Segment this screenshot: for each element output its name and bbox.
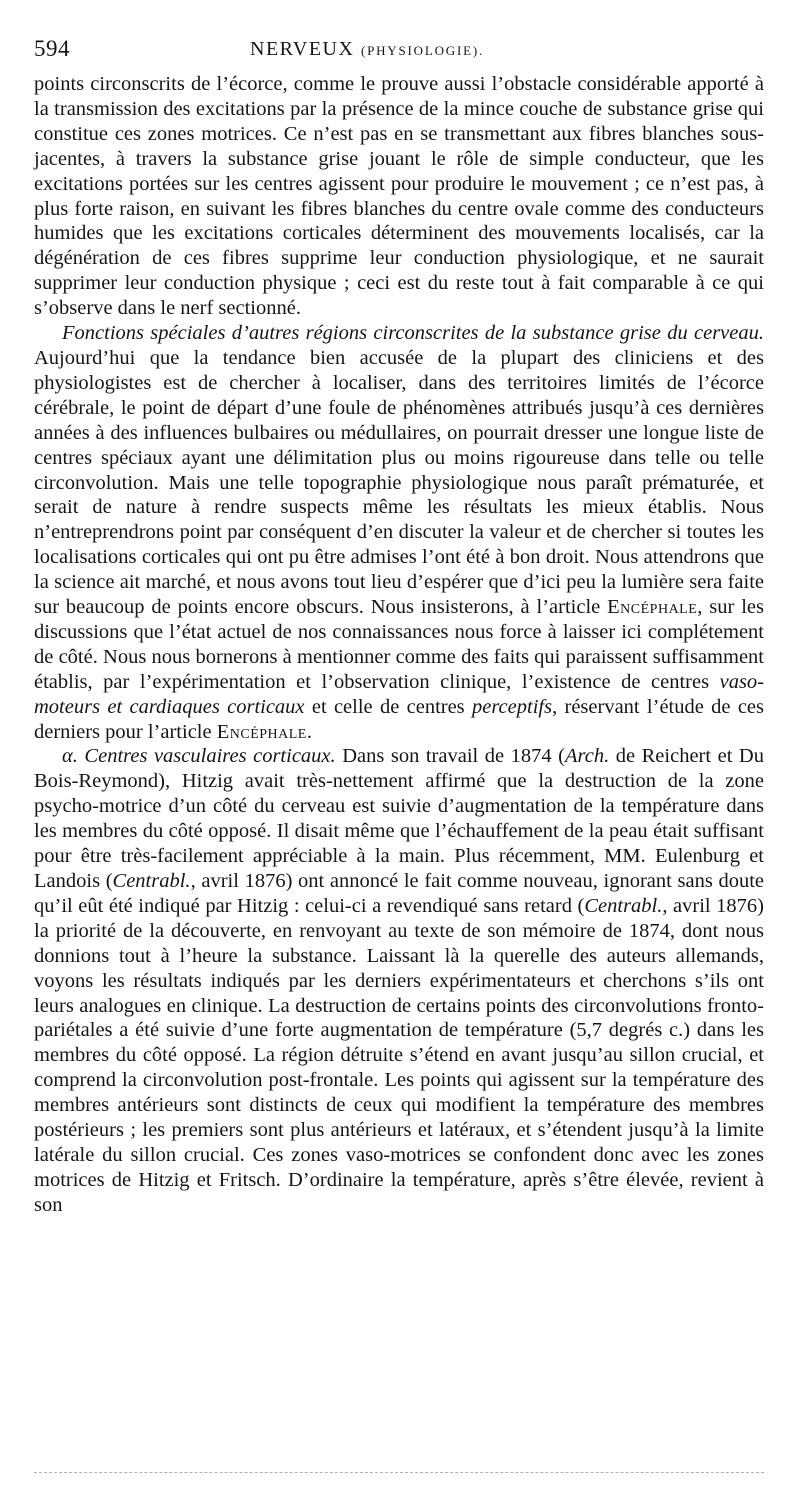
body-text [34, 72, 764, 1218]
footer-dashed-rule [34, 1472, 764, 1473]
paragraph-1: points circonscrits de l’écorce, comme le prouve aussi l’obstacle considérable apporté à la transmission des excitations par la présence de la mince couche de substance grise qui constitue ces zones motrices. Ce n’est pas en se transmettant aux fibres blanches sous-jacentes, à travers la substance grise jouant le rôle de simple conducteur, que les excitations portées sur les centres agissent pour produire le mouvement ; ce n’est pas, à plus forte raison, en suivant les fibres blanches du centre ovale comme des conducteurs humides que les excitations corticales déterminent des mouvements localisés, car la dégénération de ces fibres supprime leur conduction physiologique, et ne saurait supprimer leur conduction physique ; ceci est du reste tout à fait comparable à ce qui s’observe dans le nerf sectionné. [34, 73, 764, 320]
page-number: 594 [34, 36, 70, 61]
citation-arch: Arch. [565, 745, 610, 768]
running-header [0, 30, 800, 70]
header-title [250, 38, 484, 61]
term-vaso-moteurs: vaso-moteurs et cardiaques corticaux [34, 670, 764, 718]
paragraph-3-text-c: , avril 1876) ont annoncé le fait comme nouveau, ignorant sans doute qu’il eût été indiqué par Hitzig : celui-ci a revendiqué sans retard ( [34, 870, 764, 917]
paragraph-2 [34, 321, 764, 744]
paragraph-3-text-a: Dans son travail de 1874 ( [335, 745, 565, 768]
citation-centrabl: Centrabl. [112, 870, 191, 892]
paragraph-2-text-c: et celle de centres [304, 695, 472, 718]
section-heading-fonctions: Fonctions spéciales d’autres régions circonscrites de la substance grise du cerveau. [62, 322, 764, 345]
cross-reference-encephale: Encéphale [607, 596, 698, 619]
citation-centrabl-2: Centrabl. [584, 894, 663, 917]
section-heading-centres-vasculaires: α. Centres vasculaires corticaux. [62, 745, 336, 768]
cross-reference-encephale-2: Encéphale [216, 720, 307, 743]
header-subtitle: (PHYSIOLOGIE). [360, 43, 485, 58]
paragraph-2-text-e: . [306, 720, 312, 743]
paragraph-2-text-a: Aujourd’hui que la tendance bien accusée de la plupart des cliniciens et des physiologistes est de chercher à localiser, dans des territoires limités de l’écorce cérébrale, le point de départ d’une foule de phénomènes attribués jusqu’à ces dernières années à des influences bulbaires ou médullaires, on pourrait dresser une longue liste de centres spéciaux ayant une délimitation plus ou moins rigoureuse dans telle ou telle circonvolution. Mais une telle topographie physiologique nous paraît prématurée, et serait de nature à rendre suspects même les résultats les mieux établis. Nous n’entreprendrons point par conséquent d’en discuter la valeur et de chercher si toutes les localisations corticales qui ont pu être admises l’ont été à bon droit. Nous attendrons que la science ait marché, et nous avons tout lieu d’espérer que d’ici peu la lumière sera faite sur beaucoup de points encore obscurs. Nous insisterons, à l’article [34, 346, 764, 619]
paragraph-3-text-d: , avril 1876) la priorité de la découverte, en renvoyant au texte de son mémoire de 1874, dont nous donnions tout à l’heure la substance. Laissant là la querelle des auteurs allemands, voyons les résultats indiqués par les derniers expérimentateurs et cherchons s’ils ont leurs analogues en clinique. La destruction de certains points des circonvolutions fronto-pariétales a été suivie d’une forte augmentation de température (5,7 degrés c.) dans les membres du côté opposé. La région détruite s’étend en avant jusqu’au sillon crucial, et comprend la circonvolution post-frontale. Les points qui agissent sur la température des membres antérieurs sont distincts de ceux qui modifient la température des membres postérieurs ; les premiers sont plus antérieurs et latéraux, et s’étendent jusqu’à la limite latérale du sillon crucial. Ces zones vaso-motrices se confondent donc avec les zones motrices de Hitzig et Fritsch. D’ordinaire la température, après s’être élevée, revient à son [34, 894, 764, 1216]
paragraph-2-text-d: , réservant l’étude de ces derniers pour l’article [34, 695, 764, 743]
paragraph-3-text-b: de Reichert et Du Bois-Reymond), Hitzig avait très-nettement affirmé que la destruction de la zone psycho-motrice d’un côté du cerveau est suivie d’augmentation de la température dans les membres du côté opposé. Il disait même que l’échauffement de la peau était suffisant pour être très-facilement appréciable à la main. Plus récemment, MM. Eulenburg et Landois ( [34, 745, 764, 892]
paragraph-3 [34, 744, 764, 1217]
header-title-main: NERVEUX [250, 38, 355, 60]
term-perceptifs: perceptifs [471, 695, 553, 718]
paragraph-2-text-b: , sur les discussions que l’état actuel de nos connaissances nous force à laisser ici complétement de côté. Nous nous bornerons à mentionner comme des faits qui paraissent suffisamment établis, par l’expérimentation et l’observation clinique, l’existence de centres [34, 596, 765, 693]
